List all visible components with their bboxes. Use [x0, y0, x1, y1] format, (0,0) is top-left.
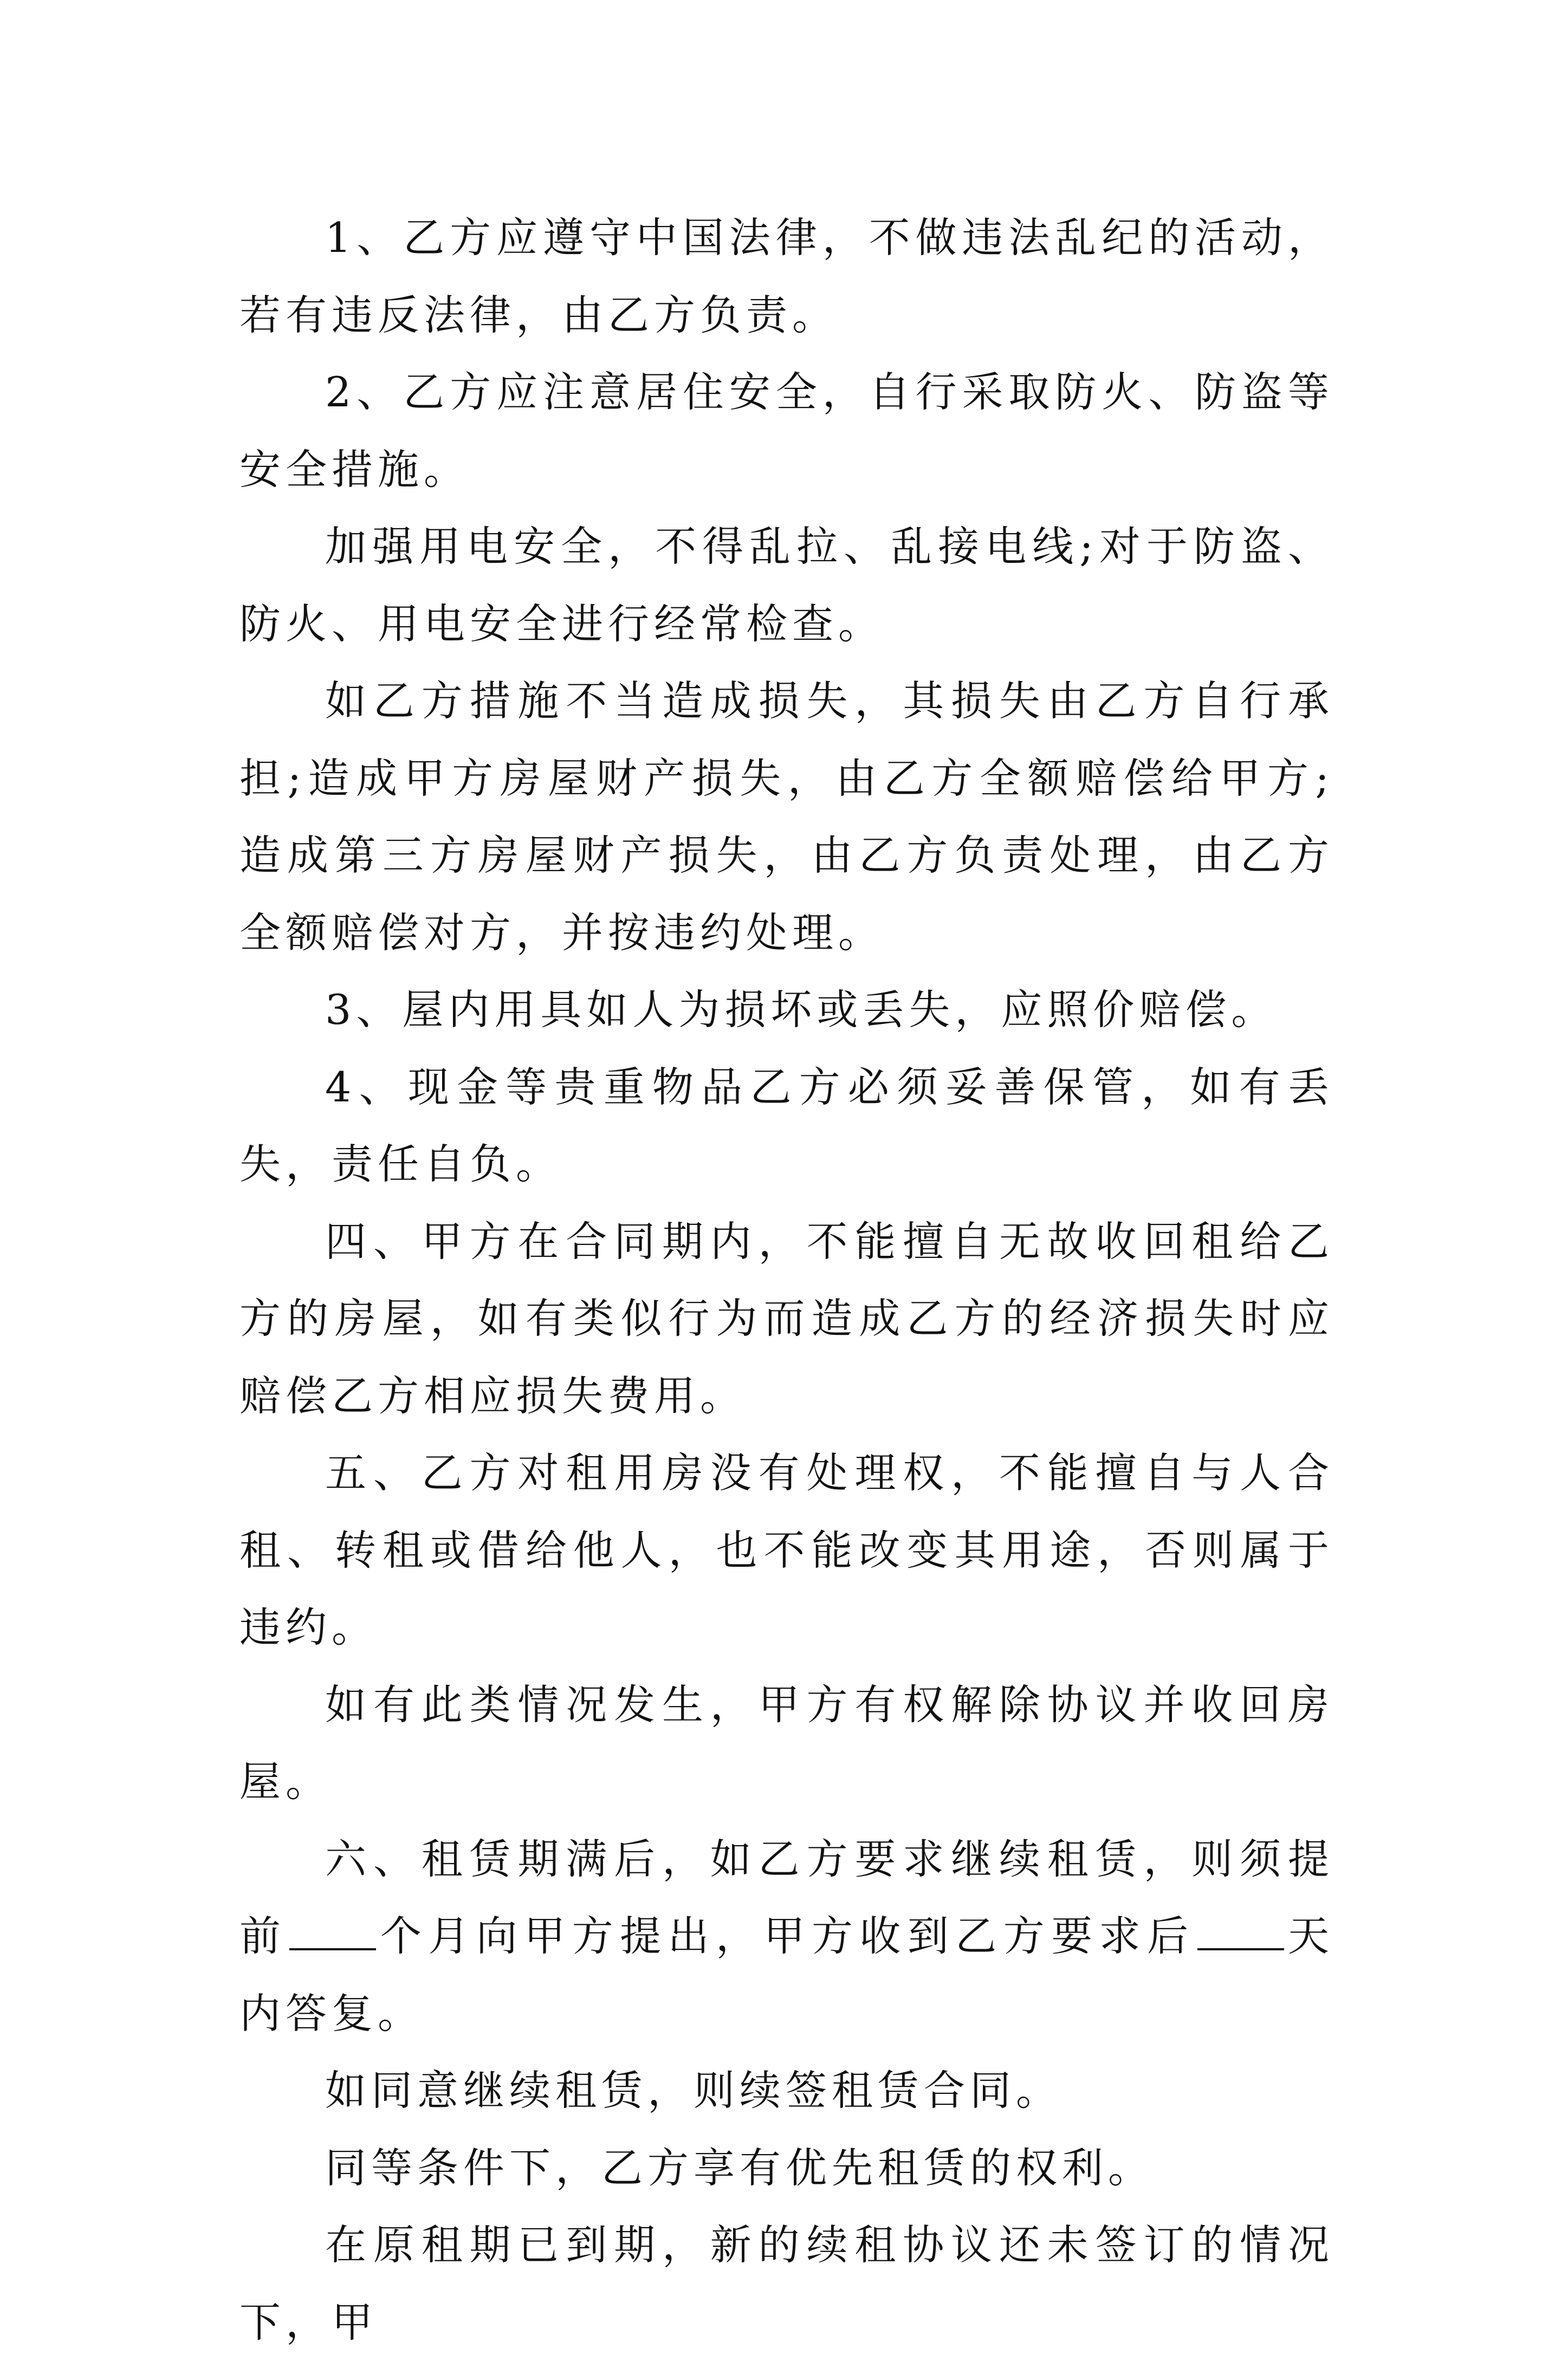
paragraph-renew-contract: 如同意继续租赁，则续签租赁合同。 — [325, 2066, 1062, 2114]
blank-days-field — [1197, 1915, 1284, 1950]
renewal-text-part1: 六、租赁期满后，如乙方要求继续租赁，则须提前 — [239, 1834, 1334, 1960]
paragraph-expired-term: 在原租期已到期，新的续租协议还未签订的情况下，甲 — [239, 2221, 1334, 2346]
paragraph-section-5: 五、乙方对租用房没有处理权，不能擅自与人合租、转租或借给他人，也不能改变其用途，否则属于违约。 — [239, 1449, 1334, 1651]
paragraph-clause-3: 3、屋内用具如人为损坏或丢失，应照价赔偿。 — [325, 985, 1278, 1034]
paragraph-priority-right: 同等条件下，乙方享有优先租赁的权利。 — [325, 2143, 1154, 2192]
paragraph-electric-safety: 加强用电安全，不得乱拉、乱接电线;对于防盗、防火、用电安全进行经常检查。 — [239, 522, 1334, 648]
paragraph-termination: 如有此类情况发生，甲方有权解除协议并收回房屋。 — [239, 1680, 1334, 1806]
paragraph-section-6-renewal — [239, 1821, 1334, 2053]
blank-months-field — [289, 1915, 376, 1950]
paragraph-loss-liability: 如乙方措施不当造成损失，其损失由乙方自行承担;造成甲方房屋财产损失，由乙方全额赔偿给甲方;造成第三方房屋财产损失，由乙方负责处理，由乙方全额赔偿对方，并按违约处理。 — [239, 677, 1334, 957]
renewal-text-part3: 天内答复。 — [239, 1912, 1334, 2038]
renewal-text-part2: 个月向甲方提出，甲方收到乙方要求后 — [378, 1912, 1195, 1960]
paragraph-clause-4: 4、现金等贵重物品乙方必须妥善保管，如有丢失，责任自负。 — [239, 1062, 1334, 1188]
paragraph-clause-2: 2、乙方应注意居住安全，自行采取防火、防盗等安全措施。 — [239, 368, 1334, 494]
paragraph-clause-1: 1、乙方应遵守中国法律，不做违法乱纪的活动，若有违反法律，由乙方负责。 — [239, 213, 1334, 339]
paragraph-section-4: 四、甲方在合同期内，不能擅自无故收回租给乙方的房屋，如有类似行为而造成乙方的经济损失时应赔偿乙方相应损失费用。 — [239, 1217, 1334, 1420]
document-body — [239, 199, 1334, 2361]
